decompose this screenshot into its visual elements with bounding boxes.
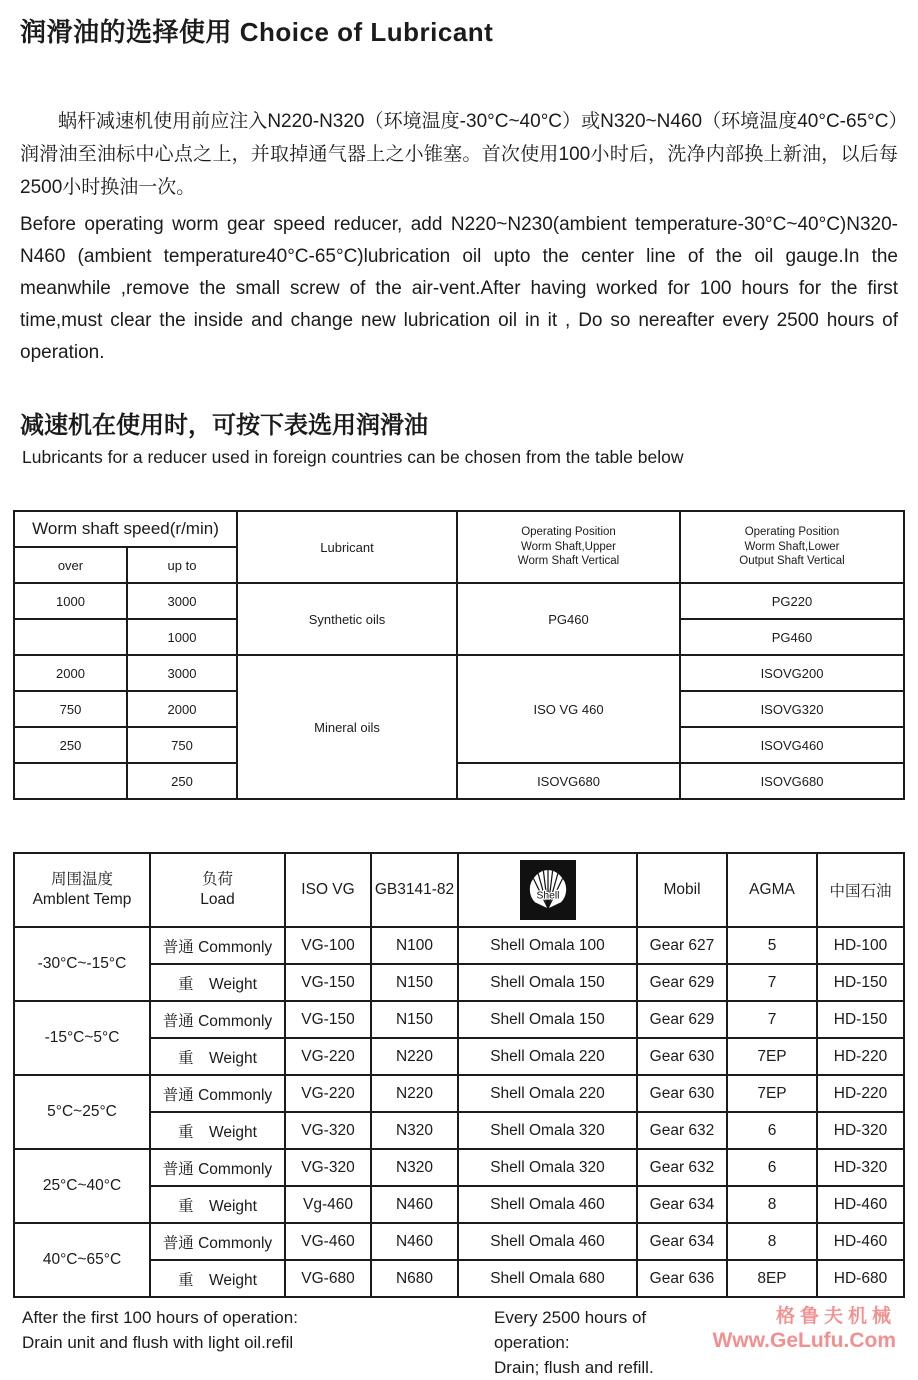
cell-agma: 8 [727,1186,817,1223]
cell-mobil: Gear 634 [637,1186,727,1223]
cell-temp-range: -15°C~5°C [14,1001,150,1075]
cell-cnp: HD-100 [817,927,904,964]
cell-mobil: Gear 630 [637,1038,727,1075]
header-load: 负荷 Load [150,853,285,927]
table-row [14,655,904,691]
header-gb3141: GB3141-82 [371,853,458,927]
cell-shell: Shell Omala 150 [458,964,637,1001]
cell-agma: 7 [727,1001,817,1038]
cell-iso: VG-100 [285,927,371,964]
shell-logo-icon [520,860,576,920]
watermark [706,1305,896,1353]
cell-pos-upper: ISO VG 460 [457,655,680,763]
cell-agma: 6 [727,1112,817,1149]
cell-over: 1000 [14,583,127,619]
header-ambient-temp: 周围温度 Amblent Temp [14,853,150,927]
header-lubricant: Lubricant [237,511,457,583]
cell-iso: VG-320 [285,1112,371,1149]
cell-gb: N150 [371,1001,458,1038]
cell-pos-lower: ISOVG320 [680,691,904,727]
cell-agma: 6 [727,1149,817,1186]
cell-shell: Shell Omala 320 [458,1112,637,1149]
header-cn-petro: 中国石油 [817,853,904,927]
cell-iso: VG-460 [285,1223,371,1260]
cell-over [14,619,127,655]
cell-mobil: Gear 632 [637,1149,727,1186]
cell-load: 重 Weight [150,1186,285,1223]
table-row [14,927,904,964]
header-up-to: up to [127,547,237,583]
cell-cnp: HD-150 [817,1001,904,1038]
cell-up-to: 3000 [127,655,237,691]
cell-agma: 7 [727,964,817,1001]
cell-mobil: Gear 629 [637,964,727,1001]
cell-load: 普通 Commonly [150,1149,285,1186]
cell-temp-range: 5°C~25°C [14,1075,150,1149]
header-over: over [14,547,127,583]
cell-agma: 5 [727,927,817,964]
intro-paragraph-en: Before operating worm gear speed reducer, add N220~N230(ambient temperature-30°C~40°C)N320-N460 (ambient temperature40°C-65°C)lubrication oil upto the center line of the oil gauge.In the meanwhile ,remove the small screw of the air-vent.After having worked for 100 hours for the first time,must clear the inside and change new lubrication oil in it , Do so nereafter every 2500 hours of operation. [20,214,898,363]
table-row [14,583,904,619]
cell-load: 普通 Commonly [150,1075,285,1112]
cell-load: 重 Weight [150,1112,285,1149]
cell-gb: N320 [371,1112,458,1149]
cell-load: 重 Weight [150,1038,285,1075]
cell-up-to: 1000 [127,619,237,655]
table-row [14,1149,904,1186]
cell-load: 重 Weight [150,1260,285,1297]
cell-iso: VG-320 [285,1149,371,1186]
cell-shell: Shell Omala 680 [458,1260,637,1297]
cell-shell: Shell Omala 460 [458,1223,637,1260]
cell-cnp: HD-320 [817,1112,904,1149]
table-row [14,763,904,799]
cell-pos-upper: ISOVG680 [457,763,680,799]
cell-gb: N460 [371,1186,458,1223]
cell-shell: Shell Omala 100 [458,927,637,964]
watermark-url: Www.GeLufu.Com [712,1329,896,1352]
header-operating-position-upper: Operating Position Worm Shaft,Upper Worm Shaft Vertical [457,511,680,583]
cell-mobil: Gear 630 [637,1075,727,1112]
note-every-2500-hours: Every 2500 hours of operation: Drain; flush and refill. [494,1308,654,1377]
cell-up-to: 3000 [127,583,237,619]
cell-shell: Shell Omala 220 [458,1075,637,1112]
cell-mobil: Gear 629 [637,1001,727,1038]
header-operating-position-lower: Operating Position Worm Shaft,Lower Output Shaft Vertical [680,511,904,583]
cell-load: 重 Weight [150,964,285,1001]
header-iso-vg: ISO VG [285,853,371,927]
cell-iso: VG-150 [285,964,371,1001]
cell-gb: N220 [371,1075,458,1112]
watermark-company: 格鲁夫机械 [775,1306,896,1327]
cell-mobil: Gear 632 [637,1112,727,1149]
cell-iso: Vg-460 [285,1186,371,1223]
cell-temp-range: 25°C~40°C [14,1149,150,1223]
table-row [14,1223,904,1260]
intro-paragraph-cn: 蜗杆减速机使用前应注入N220-N320（环境温度-30°C~40°C）或N320~N460（环境温度40°C-65°C）润滑油至油标中心点之上，并取掉通气器上之小锥塞。首次使用100小时后，洗净内部换上新油，以后每2500小时换油一次。 [20,111,898,198]
header-agma: AGMA [727,853,817,927]
cell-shell: Shell Omala 150 [458,1001,637,1038]
cell-up-to: 250 [127,763,237,799]
cell-over [14,763,127,799]
table-row [14,1001,904,1038]
cell-pos-lower: ISOVG680 [680,763,904,799]
cell-iso: VG-150 [285,1001,371,1038]
cell-pos-lower: ISOVG200 [680,655,904,691]
cell-gb: N460 [371,1223,458,1260]
cell-iso: VG-680 [285,1260,371,1297]
cell-pos-lower: ISOVG460 [680,727,904,763]
cell-load: 普通 Commonly [150,1223,285,1260]
lubricant-selection-table [13,510,905,800]
cell-cnp: HD-220 [817,1075,904,1112]
cell-iso: VG-220 [285,1038,371,1075]
cell-lubricant-mineral: Mineral oils [237,655,457,799]
svg-text:Shell: Shell [535,890,560,902]
cell-agma: 7EP [727,1038,817,1075]
cell-iso: VG-220 [285,1075,371,1112]
cell-up-to: 2000 [127,691,237,727]
header-shell [458,853,637,927]
cell-load: 普通 Commonly [150,927,285,964]
cell-agma: 7EP [727,1075,817,1112]
cell-cnp: HD-150 [817,964,904,1001]
cell-cnp: HD-220 [817,1038,904,1075]
cell-agma: 8EP [727,1260,817,1297]
cell-pos-lower: PG460 [680,619,904,655]
cell-gb: N150 [371,964,458,1001]
header-worm-shaft-speed: Worm shaft speed(r/min) [14,511,237,547]
section-subtitle-en: Lubricants for a reducer used in foreign countries can be chosen from the table below [22,447,684,467]
cell-temp-range: -30°C~-15°C [14,927,150,1001]
lubricant-brands-table [13,852,905,1298]
cell-cnp: HD-460 [817,1186,904,1223]
cell-mobil: Gear 627 [637,927,727,964]
note-first-100-hours: After the first 100 hours of operation: Drain unit and flush with light oil.refil [22,1308,298,1352]
section-title-cn: 减速机在使用时，可按下表选用润滑油 [20,412,428,439]
cell-gb: N220 [371,1038,458,1075]
cell-gb: N100 [371,927,458,964]
cell-up-to: 750 [127,727,237,763]
cell-temp-range: 40°C~65°C [14,1223,150,1297]
cell-cnp: HD-320 [817,1149,904,1186]
cell-cnp: HD-680 [817,1260,904,1297]
cell-over: 2000 [14,655,127,691]
cell-over: 250 [14,727,127,763]
cell-shell: Shell Omala 220 [458,1038,637,1075]
cell-agma: 8 [727,1223,817,1260]
cell-mobil: Gear 634 [637,1223,727,1260]
cell-lubricant-synthetic: Synthetic oils [237,583,457,655]
cell-pos-upper: PG460 [457,583,680,655]
cell-load: 普通 Commonly [150,1001,285,1038]
cell-gb: N320 [371,1149,458,1186]
cell-mobil: Gear 636 [637,1260,727,1297]
cell-shell: Shell Omala 460 [458,1186,637,1223]
footer-notes [22,1305,896,1380]
cell-pos-lower: PG220 [680,583,904,619]
header-mobil: Mobil [637,853,727,927]
cell-shell: Shell Omala 320 [458,1149,637,1186]
cell-gb: N680 [371,1260,458,1297]
cell-over: 750 [14,691,127,727]
cell-cnp: HD-460 [817,1223,904,1260]
page-title: 润滑油的选择使用 Choice of Lubricant [20,17,494,47]
table-row [14,1075,904,1112]
